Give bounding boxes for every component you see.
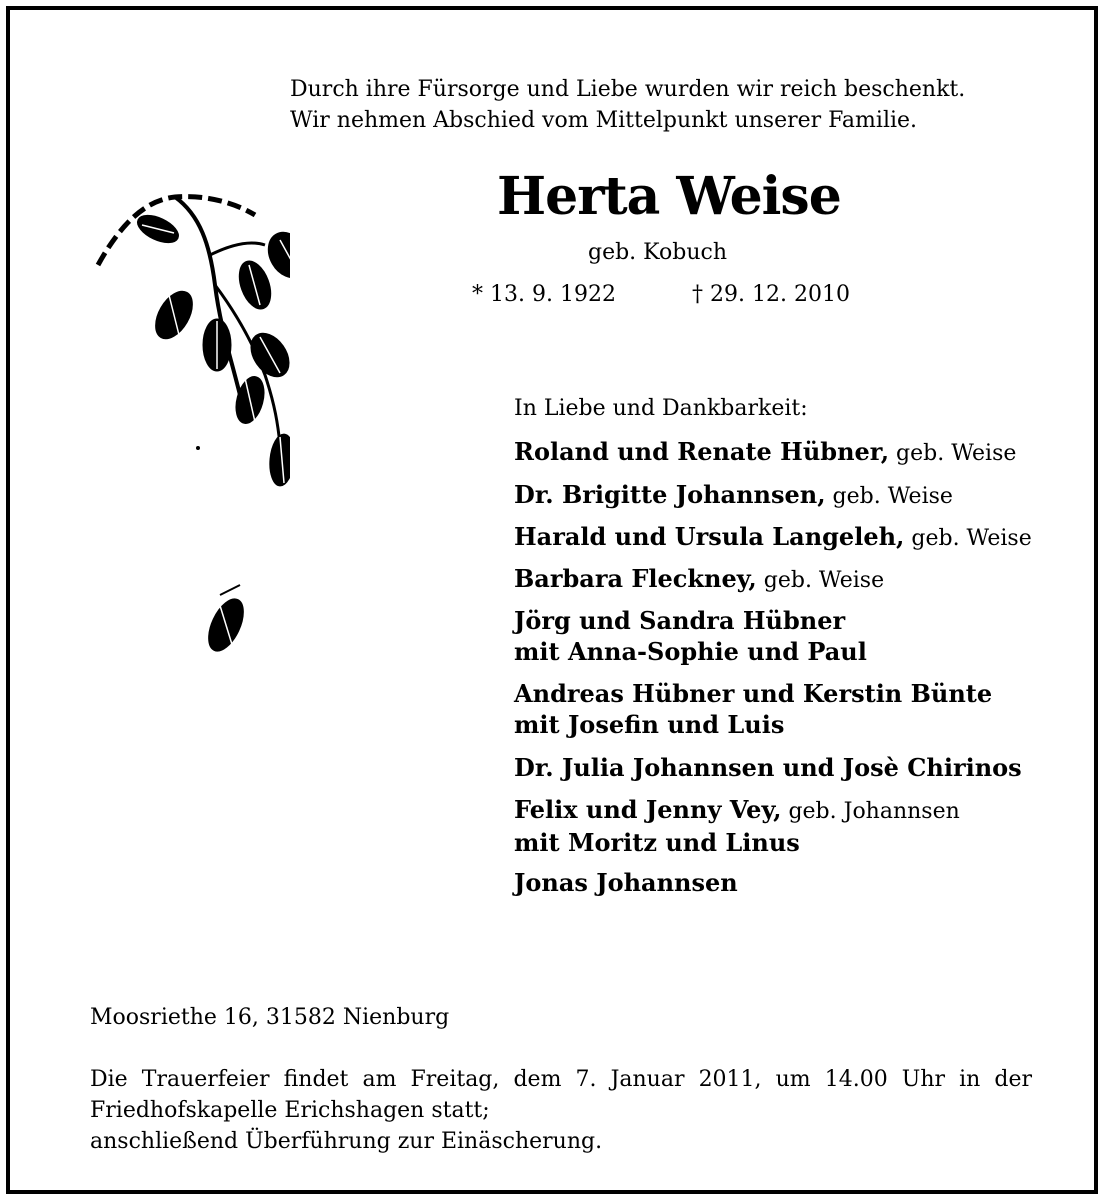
mourner-name: Harald und Ursula Langeleh,: [514, 522, 905, 551]
funeral-line-2: Friedhofskapelle Erichshagen statt;: [90, 1098, 490, 1123]
mourner-name: Roland und Renate Hübner,: [514, 437, 890, 466]
deceased-born-name: geb. Kobuch: [588, 240, 728, 265]
mourner-name: Dr. Brigitte Johannsen,: [514, 480, 826, 509]
mourner-entry: [514, 794, 960, 858]
mourner-children: mit Moritz und Linus: [514, 828, 800, 857]
deceased-name: Herta Weise: [497, 166, 841, 227]
mourner-entry: [514, 867, 738, 898]
mourner-children: mit Anna-Sophie und Paul: [514, 637, 867, 666]
intro-line-1: Durch ihre Fürsorge und Liebe wurden wir reich beschenkt.: [290, 77, 966, 102]
mourner-note: geb. Weise: [756, 568, 885, 593]
mourner-name: Jonas Johannsen: [514, 868, 738, 897]
birth-date: * 13. 9. 1922: [472, 282, 616, 307]
mourner-note: geb. Weise: [889, 441, 1017, 466]
mourner-name: Dr. Julia Johannsen und Josè Chirinos: [514, 753, 1022, 782]
funeral-line-3: anschließend Überführung zur Einäscherung.: [90, 1129, 603, 1154]
mourner-note: geb. Johannsen: [781, 799, 960, 824]
mourner-name: Jörg und Sandra Hübner: [514, 606, 846, 635]
mourner-entry: [514, 521, 1032, 554]
branch-leaves-icon: [90, 185, 290, 685]
mourner-entry: [514, 436, 1016, 469]
death-date: † 29. 12. 2010: [692, 282, 850, 307]
mourner-entry: [514, 678, 992, 740]
mourner-note: geb. Weise: [825, 484, 953, 509]
mourner-entry: [514, 479, 953, 512]
mourner-entry: [514, 563, 884, 596]
funeral-line-1: Die Trauerfeier findet am Freitag, dem 7. Januar 2011, um 14.00 Uhr in der: [90, 1067, 1032, 1092]
mourner-note: geb. Weise: [904, 526, 1032, 551]
address: Moosriethe 16, 31582 Nienburg: [90, 1005, 450, 1030]
mourner-entry: [514, 605, 867, 667]
mourner-entry: [514, 752, 1022, 783]
mourner-name: Barbara Fleckney,: [514, 564, 757, 593]
mourner-name: Felix und Jenny Vey,: [514, 795, 782, 824]
intro-line-2: Wir nehmen Abschied vom Mittelpunkt unserer Familie.: [290, 108, 918, 133]
mourner-children: mit Josefin und Luis: [514, 710, 785, 739]
greeting: In Liebe und Dankbarkeit:: [514, 396, 808, 421]
mourner-name: Andreas Hübner und Kerstin Bünte: [514, 679, 993, 708]
